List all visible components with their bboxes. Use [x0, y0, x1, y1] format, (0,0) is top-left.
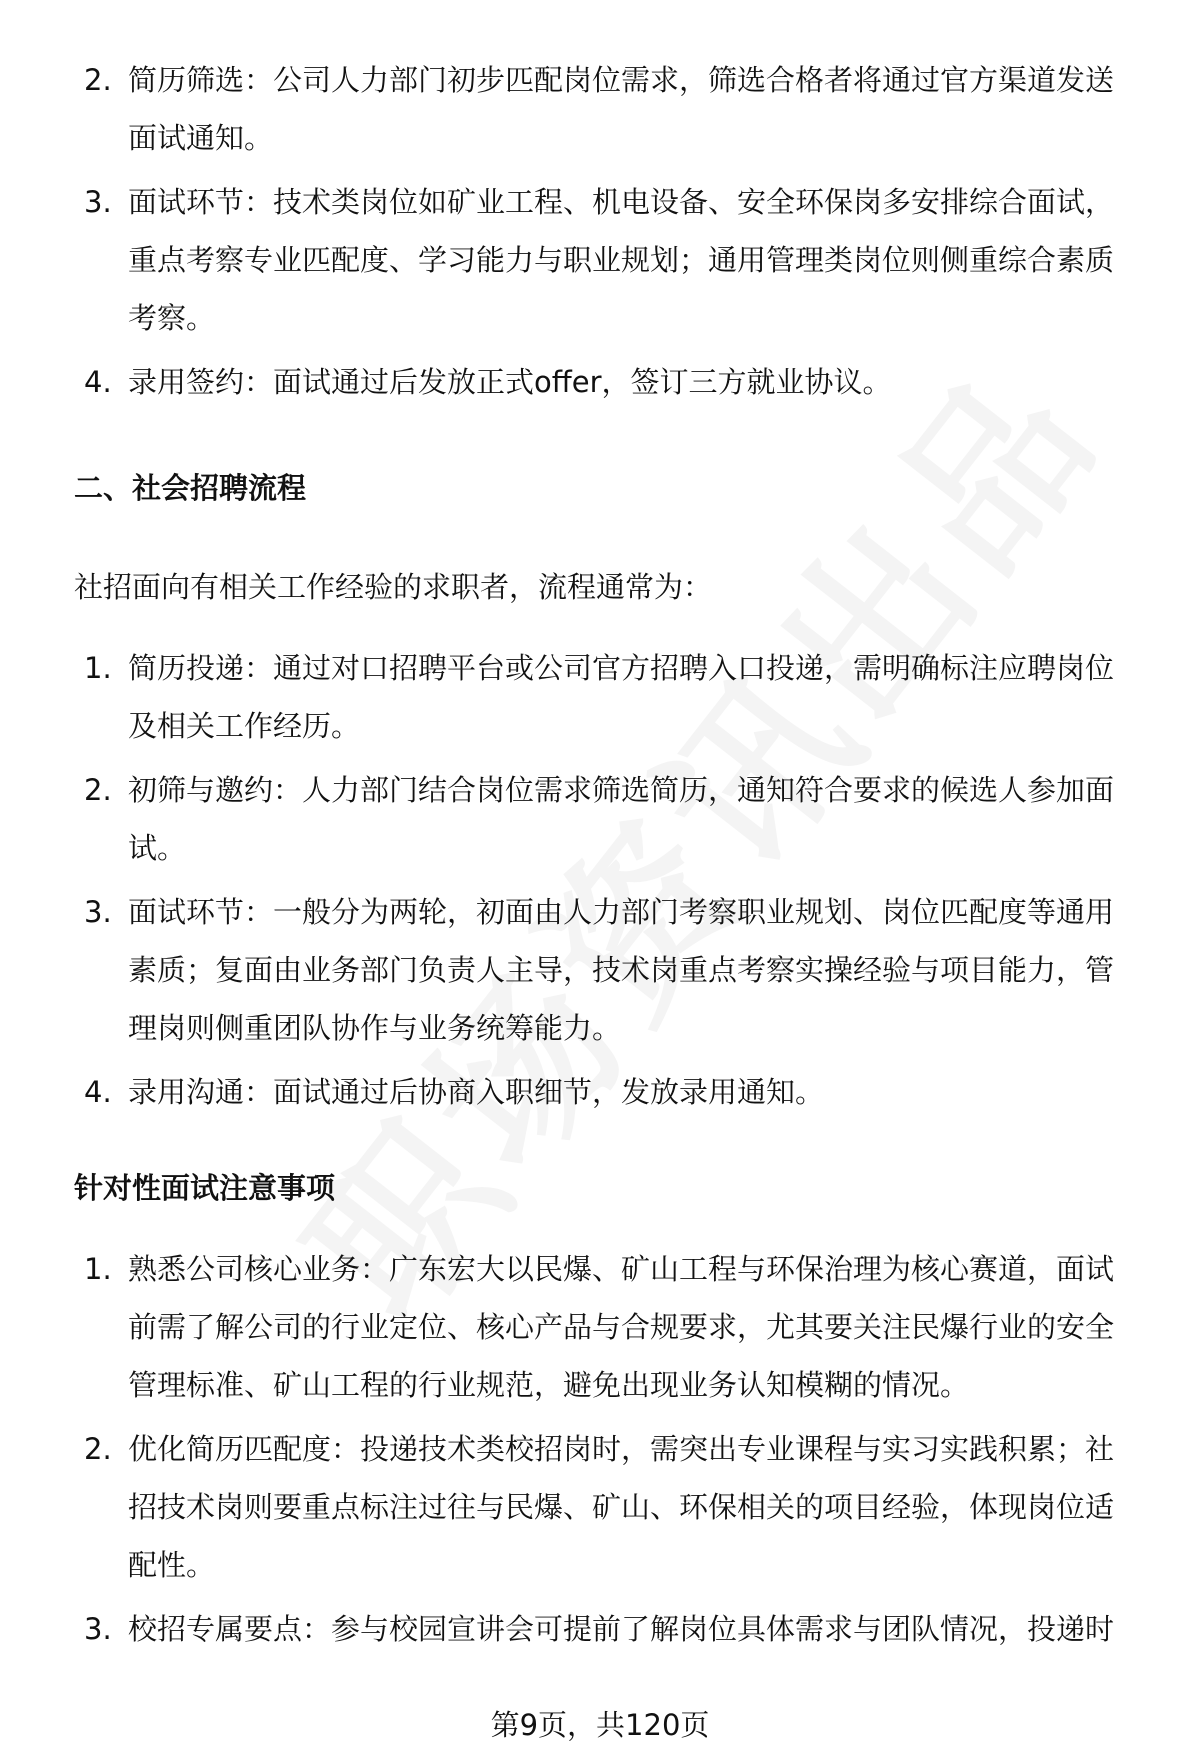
page-footer: 第9页，共120页 [490, 1708, 710, 1742]
campus-process-list [0, 51, 1200, 411]
list-text: 面试环节：技术类岗位如矿业工程、机电设备、安全环保岗多安排综合面试，重点考察专业匹配度、学习能力与职业规划；通用管理类岗位则侧重综合素质考察。 [128, 185, 1115, 335]
list-number: 1. [84, 1252, 112, 1286]
tips-list [0, 1240, 1200, 1658]
list-item [0, 1063, 1200, 1121]
list-item [0, 353, 1200, 411]
list-text: 熟悉公司核心业务：广东宏大以民爆、矿山工程与环保治理为核心赛道，面试前需了解公司的行业定位、核心产品与合规要求，尤其要关注民爆行业的安全管理标准、矿山工程的行业规范，避免出现业务认知模糊的情况。 [128, 1252, 1115, 1402]
list-text: 初筛与邀约：人力部门结合岗位需求筛选简历，通知符合要求的候选人参加面试。 [128, 773, 1115, 865]
list-item [0, 639, 1200, 755]
social-process-list [0, 639, 1200, 1121]
list-item [0, 883, 1200, 1057]
list-text: 录用沟通：面试通过后协商入职细节，发放录用通知。 [128, 1075, 825, 1109]
list-number: 3. [84, 185, 112, 219]
list-number: 3. [84, 1612, 112, 1646]
list-item [0, 1600, 1200, 1658]
list-item [0, 1240, 1200, 1414]
list-item [0, 173, 1200, 347]
list-item [0, 761, 1200, 877]
list-number: 4. [84, 1075, 112, 1109]
list-number: 2. [84, 63, 112, 97]
list-item [0, 1420, 1200, 1594]
list-item [0, 51, 1200, 167]
list-number: 1. [84, 651, 112, 685]
section-heading: 针对性面试注意事项 [74, 1171, 336, 1205]
list-text: 校招专属要点：参与校园宣讲会可提前了解岗位具体需求与团队情况，投递时 [128, 1612, 1115, 1646]
list-number: 4. [84, 365, 112, 399]
list-number: 2. [84, 1432, 112, 1466]
section-heading: 二、社会招聘流程 [74, 471, 307, 505]
section-intro: 社招面向有相关工作经验的求职者，流程通常为： [74, 570, 713, 604]
list-number: 3. [84, 895, 112, 929]
list-text: 简历筛选：公司人力部门初步匹配岗位需求，筛选合格者将通过官方渠道发送面试通知。 [128, 63, 1115, 155]
list-text: 录用签约：面试通过后发放正式offer，签订三方就业协议。 [128, 365, 892, 399]
list-number: 2. [84, 773, 112, 807]
list-text: 简历投递：通过对口招聘平台或公司官方招聘入口投递，需明确标注应聘岗位及相关工作经历。 [128, 651, 1115, 743]
list-text: 优化简历匹配度：投递技术类校招岗时，需突出专业课程与实习实践积累；社招技术岗则要重点标注过往与民爆、矿山、环保相关的项目经验，体现岗位适配性。 [128, 1432, 1115, 1582]
list-text: 面试环节：一般分为两轮，初面由人力部门考察职业规划、岗位匹配度等通用素质；复面由业务部门负责人主导，技术岗重点考察实操经验与项目能力，管理岗则侧重团队协作与业务统筹能力。 [128, 895, 1115, 1045]
